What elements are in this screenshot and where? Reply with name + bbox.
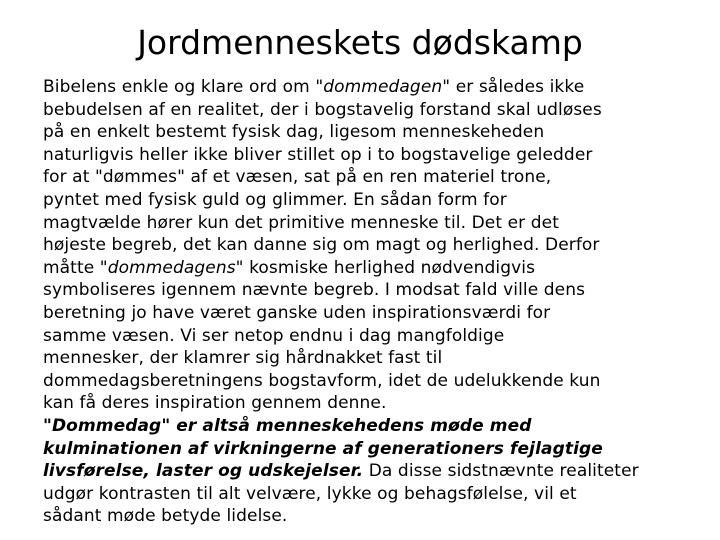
italic-term: dommedagen (323, 77, 443, 97)
text-line-1 (43, 76, 703, 99)
text-segment: Da disse sidstnævnte realiteter (363, 461, 639, 482)
text-line-3: på en enkelt bestemt fysisk dag, ligesom menneskeheden (43, 122, 545, 143)
text-segment: måtte " (43, 257, 108, 278)
emphasis-line-17: kulminationen af virkningerne af generationers fejlagtige (43, 438, 603, 459)
text-line-6: pyntet med fysisk guld og glimmer. En sådan form for (43, 189, 507, 210)
text-line-8: højeste begreb, det kan danne sig om magt og herlighed. Derfor (43, 235, 600, 256)
body-paragraph (43, 76, 703, 528)
italic-term: dommedagens (107, 257, 236, 278)
text-line-12: samme væsen. Vi ser netop endnu i dag mangfoldige (43, 325, 505, 346)
text-line-4: naturligvis heller ikke bliver stillet op i to bogstavelige geledder (43, 144, 593, 165)
text-line-14: dommedagsberetningens bogstavform, idet de udelukkende kun (43, 370, 601, 391)
text-line-11: beretning jo have været ganske uden inspirationsværdi for (43, 302, 551, 323)
text-line-18 (43, 460, 703, 483)
text-line-9 (43, 257, 703, 280)
emphasis-line-16: "Dommedag" er altså menneskehedens møde med (43, 415, 532, 436)
text-segment: Bibelens enkle og klare ord om " (43, 77, 324, 97)
text-segment: " kosmiske herlighed nødvendigvis (235, 257, 536, 278)
text-line-20: sådant møde betyde lidelse. (43, 506, 288, 527)
text-line-19: udgør kontrasten til alt velvære, lykke og behagsfølelse, vil et (43, 483, 577, 504)
text-line-2: bebudelsen af en realitet, der i bogstavelig forstand skal udløses (43, 99, 602, 120)
text-line-13: mennesker, der klamrer sig hårdnakket fast til (43, 348, 443, 369)
slide-title: Jordmenneskets dødskamp (137, 23, 583, 62)
text-line-15: kan få deres inspiration gennem denne. (43, 393, 387, 414)
text-line-5: for at "dømmes" af et væsen, sat på en ren materiel trone, (43, 167, 552, 188)
emphasis-segment: livsførelse, laster og udskejelser. (43, 461, 364, 482)
text-line-7: magtvælde hører kun det primitive menneske til. Det er det (43, 212, 559, 233)
text-segment: " er således ikke (442, 77, 585, 97)
text-line-10: symboliseres igennem nævnte begreb. I modsat fald ville dens (43, 280, 586, 301)
